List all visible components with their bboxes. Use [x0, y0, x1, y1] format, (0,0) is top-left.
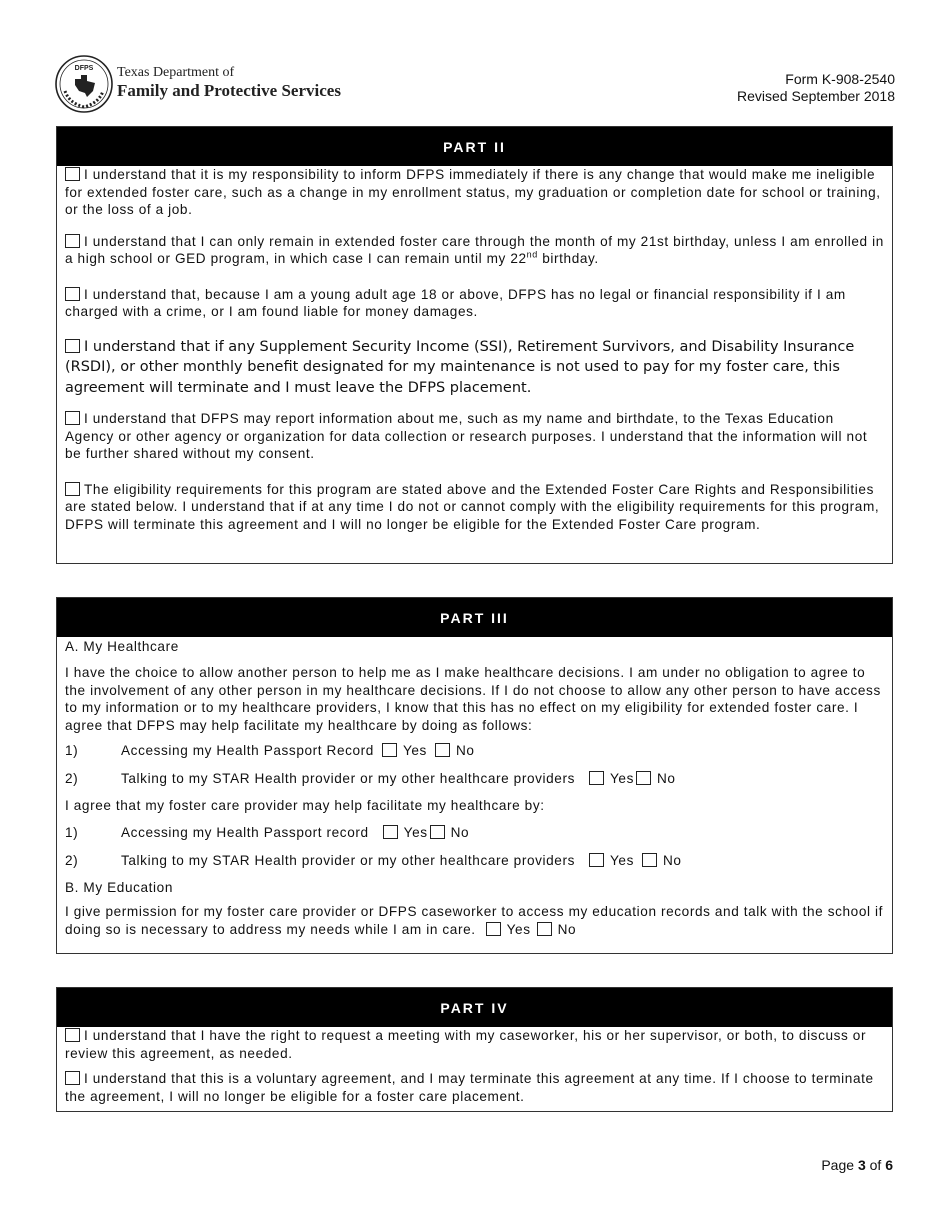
agency-line1: Texas Department of: [117, 65, 235, 80]
checkbox[interactable]: [65, 234, 80, 248]
part-2-item-4: I understand that if any Supplement Security Income (SSI), Retirement Survivors, and Disability Insurance (RSDI), or other monthly benefit designated for my maintenance is not used to pay for my foster care, this agreement will terminate and I must leave the DFPS placement.: [65, 338, 855, 396]
yes-checkbox[interactable]: [382, 743, 397, 757]
part-2-item-5: I understand that DFPS may report information about me, such as my name and birthdate, to the Texas Education Agency or other agency or organization for data collection or research purposes. I understand that the information will not be further shared without my consent.: [65, 411, 868, 461]
no-checkbox[interactable]: [636, 771, 651, 785]
logo-text: DFPS: [74, 65, 94, 72]
no-checkbox[interactable]: [642, 853, 657, 867]
agency-name: [117, 65, 341, 101]
page-number: Page 3 of 6: [821, 1157, 893, 1173]
education-heading: B. My Education: [65, 880, 173, 895]
yes-checkbox[interactable]: [486, 922, 501, 936]
checkbox[interactable]: [65, 339, 80, 353]
form-identifier: [737, 71, 895, 105]
checkbox[interactable]: [65, 482, 80, 496]
part-3-section: [56, 597, 893, 954]
checkbox[interactable]: [65, 287, 80, 301]
part-3-title: PART III: [57, 598, 892, 637]
yes-checkbox[interactable]: [589, 853, 604, 867]
yes-checkbox[interactable]: [589, 771, 604, 785]
dfps-health-item-1: 1) Accessing my Health Passport Record Yes No: [65, 743, 475, 758]
no-checkbox[interactable]: [430, 825, 445, 839]
checkbox[interactable]: [65, 411, 80, 425]
healthcare-heading: A. My Healthcare: [65, 639, 179, 654]
dfps-seal-logo: [55, 55, 113, 113]
form-number: Form K-908-2540: [785, 71, 895, 87]
provider-health-item-1: 1) Accessing my Health Passport record Yes No: [65, 825, 470, 840]
part-2-section: [56, 126, 893, 564]
provider-health-item-2: 2) Talking to my STAR Health provider or my other healthcare providers Yes No: [65, 853, 682, 868]
provider-intro: I agree that my foster care provider may help facilitate my healthcare by:: [65, 798, 545, 813]
checkbox[interactable]: [65, 1071, 80, 1085]
education-permission: I give permission for my foster care provider or DFPS caseworker to access my education records and talk with the school if doing so is necessary to address my needs while I am in care. Yes No: [65, 904, 883, 937]
revised-date: Revised September 2018: [737, 88, 895, 104]
part-4-item-1: I understand that I have the right to request a meeting with my caseworker, his or her supervisor, or both, to discuss or review this agreement, as needed.: [65, 1028, 867, 1061]
checkbox[interactable]: [65, 1028, 80, 1042]
part-2-item-2: I understand that I can only remain in extended foster care through the month of my 21st birthday, unless I am enrolled in a high school or GED program, in which case I can remain until my 22nd birthday.: [65, 233, 884, 266]
dfps-health-item-2: 2) Talking to my STAR Health provider or my other healthcare providers Yes No: [65, 771, 676, 786]
page-header: [55, 55, 895, 115]
checkbox[interactable]: [65, 167, 80, 181]
healthcare-intro: I have the choice to allow another person to help me as I make healthcare decisions. I am under no obligation to agree to the involvement of any other person in my healthcare decisions. If I do not choose to allow any other person to have access to my information or to my healthcare providers, I know that this has no effect on my eligibility for extended foster care. I agree that DFPS may help facilitate my healthcare by doing as follows:: [65, 665, 881, 733]
part-2-item-1: I understand that it is my responsibility to inform DFPS immediately if there is any change that would make me ineligible for extended foster care, such as a change in my enrollment status, my graduation or completion date for school or training, or the loss of a job.: [65, 167, 881, 217]
part-4-section: [56, 987, 893, 1112]
part-2-title: PART II: [57, 127, 892, 166]
no-checkbox[interactable]: [435, 743, 450, 757]
part-2-item-6: The eligibility requirements for this program are stated above and the Extended Foster Care Rights and Responsibilities are stated below. I understand that if at any time I do not or cannot comply with the eligibility requirements for this program, DFPS will terminate this agreement and I will no longer be eligible for the Extended Foster Care program.: [65, 481, 880, 532]
part-4-title: PART IV: [57, 988, 892, 1027]
agency-line2: Family and Protective Services: [117, 81, 341, 100]
yes-checkbox[interactable]: [383, 825, 398, 839]
no-checkbox[interactable]: [537, 922, 552, 936]
part-2-item-3: I understand that, because I am a young adult age 18 or above, DFPS has no legal or financial responsibility if I am charged with a crime, or I am found liable for money damages.: [65, 286, 846, 319]
part-4-item-2: I understand that this is a voluntary agreement, and I may terminate this agreement at any time. If I choose to terminate the agreement, I will no longer be eligible for a foster care placement.: [65, 1071, 874, 1104]
